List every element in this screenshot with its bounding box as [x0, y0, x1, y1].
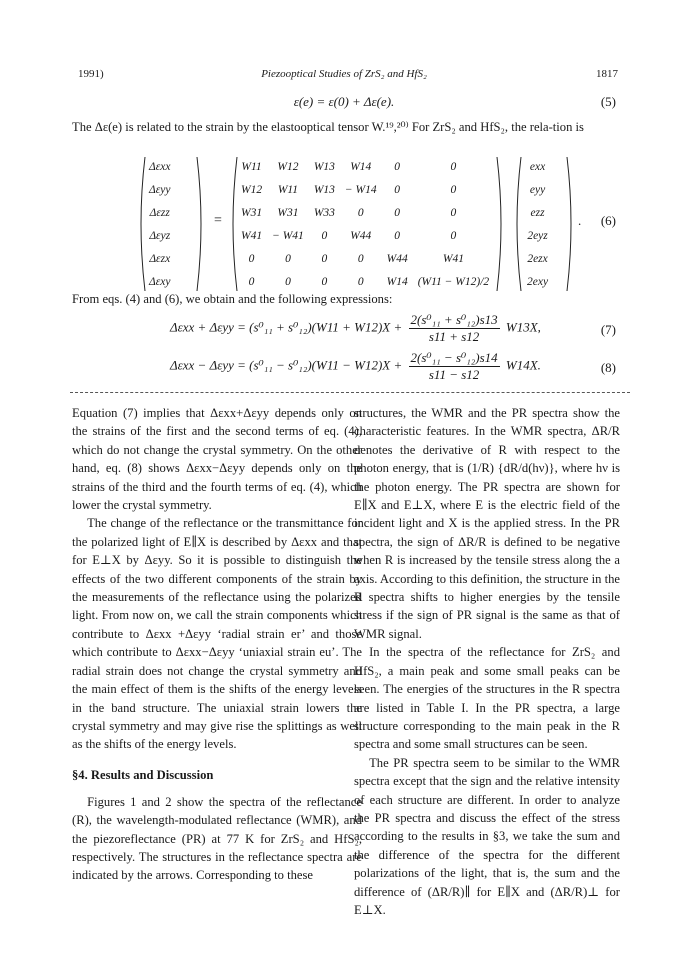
equation-7-numerator: 2(s⁰₁₁ + s⁰₁₂)s13 [410, 312, 498, 327]
rhs-cell: eyy [529, 183, 546, 196]
equation-7-number: (7) [600, 322, 616, 337]
paragraph: structures, the WMR and the PR spectra show the characteristic features. In the WMR spectra, ΔR/R denotes the derivative of R with respect to the photon energy, that is (1/R) {dR/d(hν)}, where hν is the photon energy. The PR spectra are shown for E∥X and E⊥X, where E is the electric field of the incident light and X is the applied stress. In the PR spectra, the sign of ΔR/R is defined to be negative when R is increased by the tensile stress along the a axis. According to this definition, the structure in the R spectra shifts to higher energies by the tensile stress if the sign of PR signal is the same as that of WMR signal. [354, 406, 620, 641]
lhs-cell: Δεyy [149, 183, 171, 196]
matrix-cell: 0 [321, 229, 328, 242]
rhs-cell: exx [529, 160, 546, 173]
matrix-cell: W14 [386, 275, 408, 288]
matrix-cell: 0 [357, 206, 364, 219]
matrix-cell: 0 [285, 252, 291, 265]
matrix-cell: W12 [277, 160, 299, 173]
matrix-cell: W31 [277, 206, 299, 219]
rhs-cell: 2eyz [527, 229, 548, 242]
equation-8-number: (8) [600, 360, 616, 375]
lhs-cell: Δεzz [149, 206, 170, 219]
equation-8 [170, 350, 541, 383]
matrix-cell: W11 [277, 183, 299, 196]
paragraph: Figures 1 and 2 show the spectra of the reflectance (R), the wavelength-modulated reflectance (WMR), and the piezoreflectance (PR) at 77 K for ZrS₂ and HfS₂, respectively. The structures in the reflectance spectra are indicated by the arrows. Corresponding to these [72, 794, 362, 883]
header-title: Piezooptical Studies of ZrS₂ and HfS₂ [261, 68, 427, 80]
equation-7-denominator: s11 + s12 [428, 329, 480, 344]
matrix-cell: 0 [394, 183, 401, 196]
lhs-cell: Δεxx [149, 160, 171, 173]
equation-7 [170, 312, 541, 345]
rhs-cell: 2exy [527, 275, 549, 288]
intro-text: The Δε(e) is related to the strain by the elastooptical tensor W.¹⁹,²⁰⁾ For ZrS₂ and HfS₂, the rela-tion is [72, 120, 584, 134]
matrix-cell: 0 [394, 229, 401, 242]
rhs-cell: ezz [530, 206, 545, 219]
matrix-cell: 0 [248, 275, 255, 288]
lhs-cell: Δεzx [149, 252, 171, 265]
matrix-cell: − W41 [272, 229, 304, 242]
equation-8-fraction [409, 350, 500, 383]
matrix-right-paren [496, 155, 506, 293]
equation-8-denominator: s11 − s12 [428, 367, 480, 382]
matrix-cell: 0 [450, 183, 457, 196]
matrix-cell: W41 [241, 229, 263, 242]
matrix-cell: 0 [285, 275, 291, 288]
matrix-cell: 0 [321, 275, 328, 288]
paragraph: The change of the reflectance or the transmittance for the polarized light of E∥X is described by Δεxx and that for E⊥X by Δεyy. So it is possible to distinguish the effects of the two different components of the strain by the measurements of the reflectance using the polarized light. From now on, we call the strain components which contribute to Δεxx +Δεyy ‘radial strain er’ and those which contribute to Δεxx−Δεyy ‘uniaxial strain eu’. The radial strain does not change the crystal symmetry and the main effect of them is the shifts of the energy levels in the band structure. The uniaxial strain lowers the crystal symmetry and may give rise the splittings as well as the shifts of the energy levels. [72, 516, 362, 752]
header-year: 1991) [78, 68, 104, 80]
matrix-cell: − W14 [344, 183, 377, 196]
paragraph: Equation (7) implies that Δεxx+Δεyy depends only on the strains of the first and the second terms of eq. (4), which do not change the crystal symmetry. On the other hand, eq. (8) shows Δεxx−Δεyy depends only on the strains of the third and the fourth terms of eq. (4), which lower the crystal symmetry. [72, 406, 362, 513]
matrix-cell: W12 [241, 183, 263, 196]
equation-7-left: Δεxx + Δεyy = (s⁰₁₁ + s⁰₁₂)(W11 + W12)X + [170, 319, 403, 335]
equation-8-numerator: 2(s⁰₁₁ − s⁰₁₂)s14 [410, 350, 498, 365]
matrix-cell: W44 [350, 229, 372, 242]
equals-sign: = [214, 213, 222, 228]
section-heading: §4. Results and Discussion [72, 767, 214, 782]
matrix-cell: W31 [241, 206, 263, 219]
rhs-left-paren [512, 155, 522, 293]
matrix-cell: W44 [386, 252, 408, 265]
rhs-cell: 2ezx [527, 252, 548, 265]
lhs-cell: Δεxy [149, 275, 171, 288]
equation-7-fraction [409, 312, 500, 345]
matrix-cell: 0 [357, 275, 364, 288]
from-eqs-text: From eqs. (4) and (6), we obtain and the following expressions: [72, 292, 393, 306]
matrix-cell: W13 [313, 160, 335, 173]
matrix-cell: W33 [313, 206, 335, 219]
paragraph: In the spectra of the reflectance for ZrS₂ and HfS₂, a main peak and some small peaks can be seen. The energies of the structures in the R spectra are listed in Table I. In the PR spectra, a large structure corresponding to the main peak in the R spectra and some small structures can be seen. [354, 645, 620, 752]
equation-8-left: Δεxx − Δεyy = (s⁰₁₁ − s⁰₁₂)(W11 − W12)X + [170, 357, 403, 373]
matrix-cell: W14 [350, 160, 372, 173]
matrix-cell: (W11 − W12)/2 [417, 275, 490, 288]
equation-6-period: . [578, 213, 582, 228]
equation-5: ε(e) = ε(0) + Δε(e). [293, 94, 395, 109]
lhs-vector [144, 155, 176, 293]
matrix-cell: 0 [450, 160, 457, 173]
left-column [72, 404, 362, 885]
equation-5-number: (5) [600, 94, 616, 109]
paragraph: The PR spectra seem to be similar to the WMR spectra except that the sign and the relative intensity of each structure are different. In order to analyze the PR spectra and discuss the effect of the stress according to the results in §3, we take the sum and the difference of the spectra for the different polarizations of the light, that is, the sum and the difference of (ΔR/R)∥ for E∥X and (ΔR/R)⊥ for E⊥X. [354, 755, 620, 917]
matrix-cell: 0 [357, 252, 364, 265]
matrix-cell: 0 [248, 252, 255, 265]
matrix-cell: 0 [394, 206, 401, 219]
section-divider [70, 392, 630, 393]
equation-8-right: W14X. [505, 357, 541, 373]
matrix-cell: W13 [313, 183, 335, 196]
equation-7-right: W13X, [505, 319, 541, 335]
matrix-cell: 0 [321, 252, 328, 265]
matrix-cell: W11 [241, 160, 262, 173]
matrix-cell: 0 [450, 229, 457, 242]
matrix-cell: 0 [450, 206, 457, 219]
rhs-right-paren [566, 155, 576, 293]
equation-6-number: (6) [600, 213, 616, 228]
lhs-cell: Δεyz [149, 229, 171, 242]
matrix-cell: 0 [394, 160, 401, 173]
right-column [354, 404, 620, 919]
lhs-right-paren [196, 155, 206, 293]
strain-vector [522, 155, 553, 293]
elastooptical-matrix [236, 155, 494, 293]
header-page-number: 1817 [596, 68, 618, 80]
matrix-cell: W41 [442, 252, 464, 265]
